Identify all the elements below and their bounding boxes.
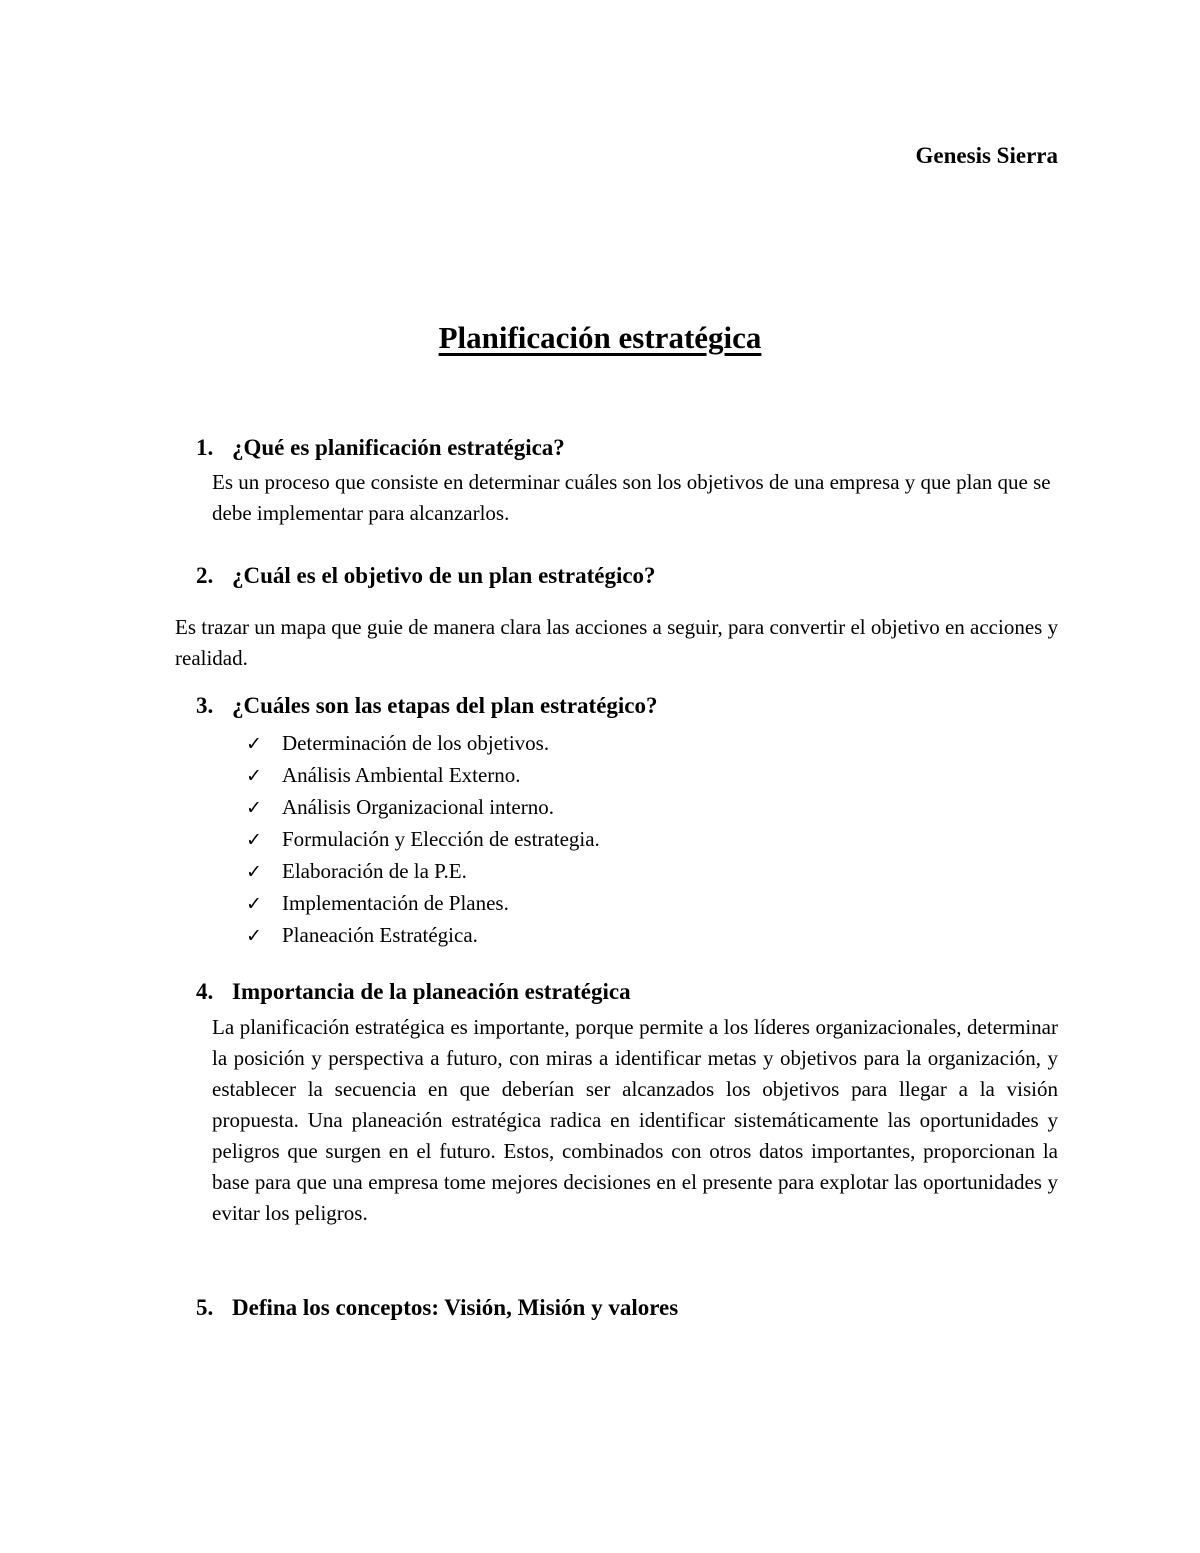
checklist-item-label: Determinación de los objetivos.	[282, 731, 550, 755]
question-2-number: 2.	[196, 563, 214, 588]
checklist-item-label: Análisis Organizacional interno.	[282, 795, 554, 819]
checklist-item	[246, 728, 600, 760]
question-1-number: 1.	[196, 435, 214, 460]
question-5-number: 5.	[196, 1295, 214, 1320]
checklist-item	[246, 760, 600, 792]
checkmark-icon: ✓	[246, 925, 262, 947]
document-title: Planificación estratégica	[438, 320, 762, 355]
question-4-number: 4.	[196, 979, 214, 1004]
author-name: Genesis Sierra	[915, 143, 1058, 168]
question-1-heading	[196, 435, 565, 461]
question-4-heading	[196, 979, 631, 1005]
question-3-heading	[196, 693, 658, 719]
checklist-item-label: Análisis Ambiental Externo.	[282, 763, 521, 787]
question-3-text: ¿Cuáles son las etapas del plan estratégico?	[232, 693, 658, 718]
question-4-text: Importancia de la planeación estratégica	[232, 979, 631, 1004]
checkmark-icon: ✓	[246, 733, 262, 755]
checkmark-icon: ✓	[246, 829, 262, 851]
checkmark-icon: ✓	[246, 797, 262, 819]
checkmark-icon: ✓	[246, 765, 262, 787]
question-2-heading	[196, 563, 656, 589]
checklist-item-label: Elaboración de la P.E.	[282, 859, 467, 883]
question-4-answer: La planificación estratégica es importante, porque permite a los líderes organizacionales, determinar la posición y perspectiva a futuro, con miras a identificar metas y objetivos para la organización, y establecer la secuencia en que deberían ser alcanzados los objetivos para llegar a la visión propuesta. Una planeación estratégica radica en identificar sistemáticamente las oportunidades y peligros que surgen en el futuro. Estos, combinados con otros datos importantes, proporcionan la base para que una empresa tome mejores decisiones en el presente para explotar las oportunidades y evitar los peligros.	[212, 1015, 1058, 1225]
question-1-answer: Es un proceso que consiste en determinar cuáles son los objetivos de una empresa y que plan que se debe implementar para alcanzarlos.	[212, 470, 1051, 525]
checklist-item	[246, 920, 600, 952]
checklist-item-label: Formulación y Elección de estrategia.	[282, 827, 600, 851]
question-1-text: ¿Qué es planificación estratégica?	[232, 435, 565, 460]
checkmark-icon: ✓	[246, 893, 262, 915]
question-2-text: ¿Cuál es el objetivo de un plan estratégico?	[232, 563, 656, 588]
checklist-item	[246, 824, 600, 856]
checklist-item	[246, 888, 600, 920]
checklist-item	[246, 792, 600, 824]
checklist-item-label: Implementación de Planes.	[282, 891, 509, 915]
stages-checklist	[246, 728, 600, 952]
question-5-heading	[196, 1295, 678, 1321]
question-3-number: 3.	[196, 693, 214, 718]
checklist-item	[246, 856, 600, 888]
question-5-text: Defina los conceptos: Visión, Misión y valores	[232, 1295, 679, 1320]
checkmark-icon: ✓	[246, 861, 262, 883]
checklist-item-label: Planeación Estratégica.	[282, 923, 478, 947]
question-2-answer: Es trazar un mapa que guie de manera clara las acciones a seguir, para convertir el objetivo en acciones y realidad.	[175, 615, 1059, 670]
